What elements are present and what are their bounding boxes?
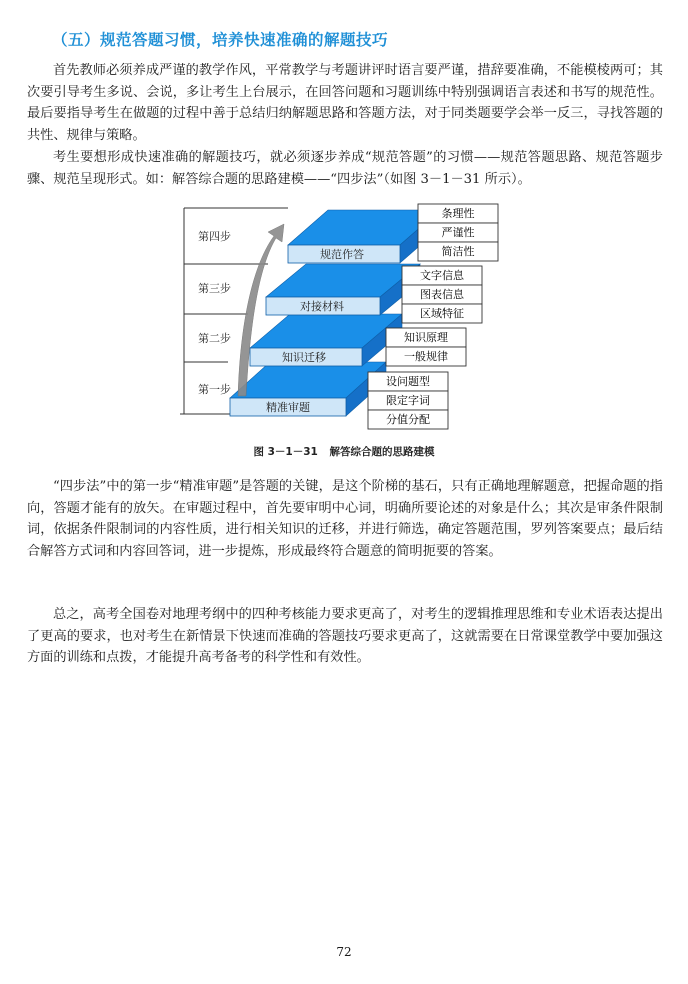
step-4-label: 规范作答 bbox=[320, 248, 364, 261]
step-1-label: 精准审题 bbox=[266, 401, 310, 414]
step-3-number: 第三步 bbox=[198, 282, 231, 295]
step-2-item: 一般规律 bbox=[404, 350, 448, 363]
step-3-item: 文字信息 bbox=[420, 269, 464, 282]
step-4-number: 第四步 bbox=[198, 230, 231, 243]
step-1-number: 第一步 bbox=[198, 383, 231, 396]
step-1-items bbox=[368, 372, 448, 429]
step-1-item: 分值分配 bbox=[386, 413, 430, 426]
step-block-4 bbox=[288, 210, 440, 263]
figure-caption bbox=[0, 444, 688, 459]
section-title: （五）规范答题习惯，培养快速准确的解题技巧 bbox=[52, 30, 389, 49]
step-3-item: 图表信息 bbox=[420, 288, 464, 301]
step-block-2 bbox=[250, 314, 402, 366]
step-2-items bbox=[386, 328, 466, 366]
figure-caption-text: 解答综合题的思路建模 bbox=[329, 446, 435, 458]
step-block-3 bbox=[266, 264, 420, 315]
step-4-items bbox=[418, 204, 498, 261]
step-3-items bbox=[402, 266, 482, 323]
step-4-item: 条理性 bbox=[441, 207, 475, 220]
paragraph-3: “四步法”中的第一步“精准审题”是答题的关键，是这个阶梯的基石，只有正确地理解题意，把握命题的指向，答题才能有的放矢。在审题过程中，首先要审明中心词，明确所要论述的对象是什么；其次是审条件限制词，依据条件限制词的内容性质，进行相关知识的迁移，并进行筛选，确定答题范围，罗列答案要点；最后结合解答方式词和内容回答词，进一步提炼，形成最终符合题意的简明扼要的答案。 bbox=[27, 479, 663, 559]
paragraph-2: 考生要想形成快速准确的解题技巧，就必须逐步养成“规范答题”的习惯——规范答题思路、规范答题步骤、规范呈现形式。如：解答综合题的思路建模——“四步法”（如图 3－1－31 所示）。 bbox=[27, 150, 663, 187]
paragraph-1: 首先教师必须养成严谨的教学作风，平常教学与考题讲评时语言要严谨，措辞要准确，不能模棱两可；其次要引导考生多说、会说，多让考生上台展示，在回答问题和习题训练中特别强调语言表述和书写的规范性。最后要指导考生在做题的过程中善于总结归纳解题思路和答题方法，对于同类题要学会举一反三，寻找答题的共性、规律与策略。 bbox=[27, 63, 663, 143]
step-4-item: 简洁性 bbox=[441, 245, 475, 258]
step-4-item: 严谨性 bbox=[441, 226, 475, 239]
four-step-figure bbox=[176, 196, 516, 446]
step-block-1 bbox=[230, 362, 386, 416]
step-1-item: 设问题型 bbox=[386, 375, 430, 388]
figure-caption-number: 图 3－1－31 bbox=[253, 446, 318, 458]
step-2-label: 知识迁移 bbox=[282, 351, 326, 364]
step-3-label: 对接材料 bbox=[300, 300, 344, 313]
paragraph-4: 总之，高考全国卷对地理考纲中的四种考核能力要求更高了，对考生的逻辑推理思维和专业术语表达提出了更高的要求，也对考生在新情景下快速而准确的答题技巧要求更高了，这就需要在日常课堂教学中要加强这方面的训练和点拨，才能提升高考备考的科学性和有效性。 bbox=[27, 607, 663, 666]
step-1-item: 限定字词 bbox=[386, 394, 430, 407]
page-number: 72 bbox=[336, 945, 352, 959]
step-3-item: 区域特征 bbox=[420, 307, 464, 320]
step-2-item: 知识原理 bbox=[404, 331, 448, 344]
step-2-number: 第二步 bbox=[198, 332, 231, 345]
